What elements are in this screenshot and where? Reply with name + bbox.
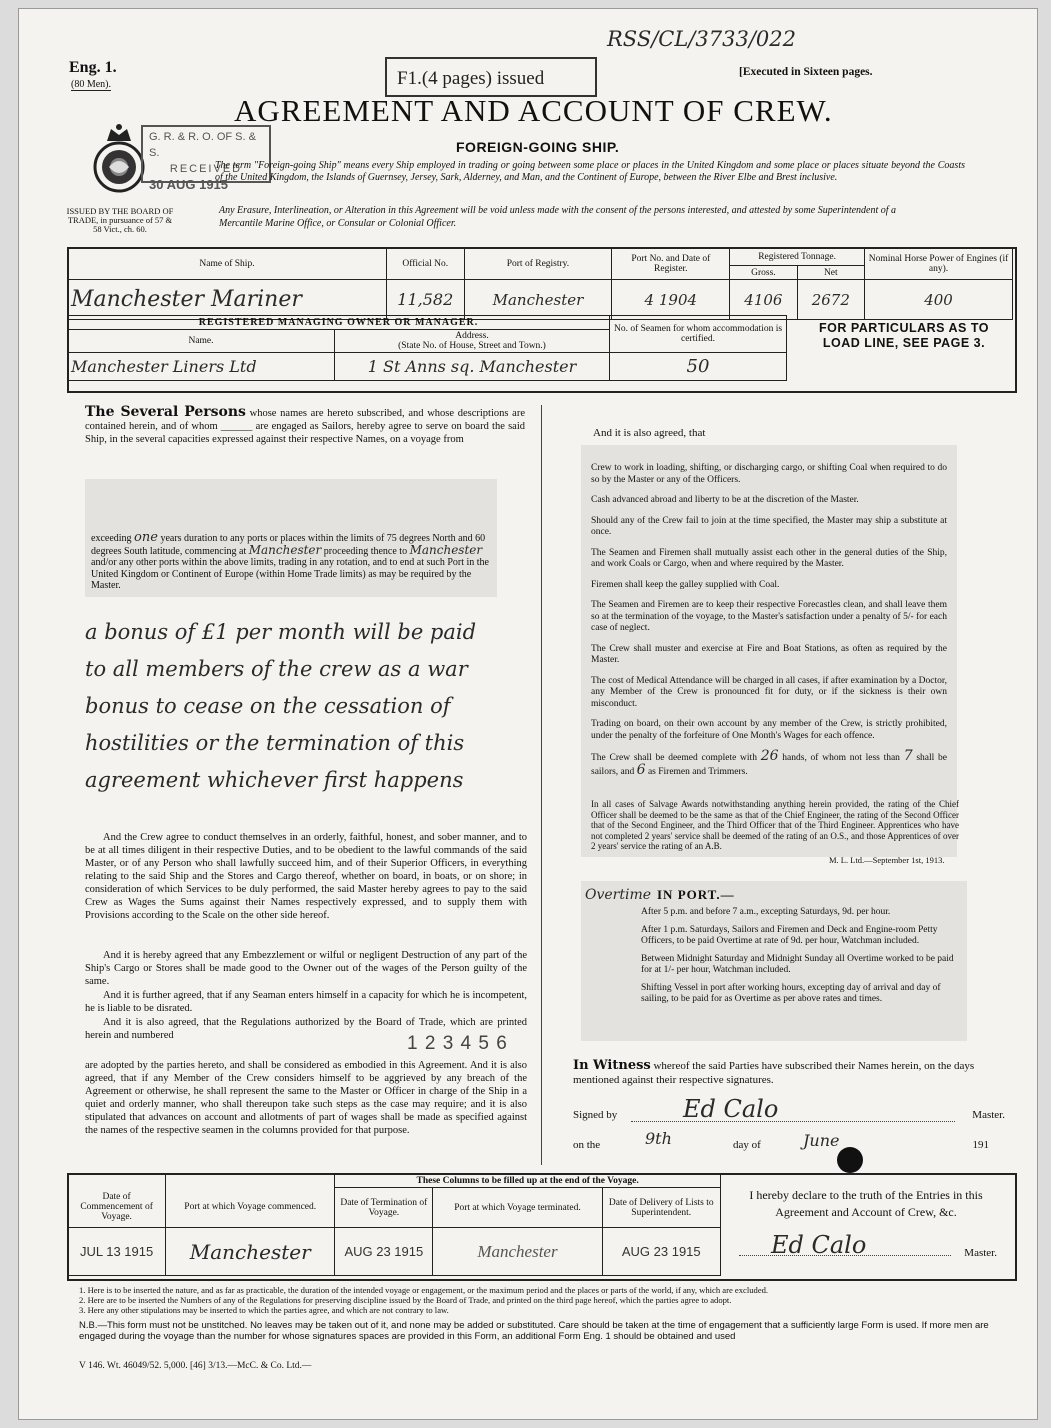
- commencing-value: Manchester: [248, 542, 322, 557]
- trading-text: and/or any other ports within the above limits, trading in any rotation, and to end at such Port in the United Kingdom or Continent of Europe (within Home Trade limits) as may be required by the Master.: [91, 557, 489, 591]
- master-signature: Ed Calo: [683, 1095, 779, 1123]
- document-title: AGREEMENT AND ACCOUNT OF CREW.: [234, 93, 833, 128]
- port-commenced-value: Manchester: [166, 1228, 335, 1276]
- seamen-value: 50: [610, 353, 787, 381]
- blank-cell: [68, 1174, 166, 1188]
- executed-note: [Executed in Sixteen pages.: [739, 66, 873, 78]
- clause: The cost of Medical Attendance will be charged in all cases, if after examination by a Doctor, any Member of the Crew is pronounced fit for duty, or if the sickness is their own misconduct.: [591, 675, 947, 709]
- port-no-label: Port No. and Date of Register.: [612, 248, 730, 280]
- clause: The Seamen and Firemen are to keep their respective Forecastles clean, and shall leave them so at the termination of the voyage, to the Master's satisfaction under a penalty of 5/- for each case of neglect.: [591, 600, 947, 633]
- delivery-date-value: AUG 23 1915: [602, 1228, 721, 1276]
- clause: Firemen shall keep the galley supplied with Coal.: [591, 579, 780, 590]
- load-line-note: FOR PARTICULARS AS TO LOAD LINE, SEE PAGE 3.: [819, 321, 989, 350]
- port-clause: Between Midnight Saturday and Midnight Sunday all Overtime worked to be paid for at 1/- per hour, Watchman included.: [641, 953, 954, 975]
- reference-number: RSS/CL/3733/022: [607, 27, 796, 51]
- crew-agree-paragraph: And the Crew agree to conduct themselves in an orderly, faithful, honest, and sober manner, and to be at all times diligent in their respective Duties, and to be obedient to the lawful commands of the said Master, or of any Person who shall lawfully succeed him, and of their Superior Officers, in everything relating to the said Ship and the Stores and Cargo thereof, whether on board, in boats, or on shore; in consideration of which Services to be duly performed, the said Master hereby agrees to pay to the said Crew as Wages the Sums against their Names respectively expressed, and to supply them with Provisions according to the Scale on the other side hereof.: [85, 832, 527, 921]
- port-clause: After 1 p.m. Saturdays, Sailors and Firemen and Deck and Engine-room Petty Officers, to be paid Overtime at rate of 9d. per hour, Watchman included.: [641, 924, 938, 946]
- owner-table: [67, 315, 787, 381]
- date-commencement-value: JUL 13 1915: [68, 1228, 166, 1276]
- ship-table: [67, 247, 1013, 320]
- date-termination-label: Date of Termination of Voyage.: [335, 1188, 433, 1228]
- received-stamp-line1: G. R. & R. O. OF S. & S.: [149, 131, 256, 159]
- regulation-numbers-stamp: 1 2 3 4 5 6: [407, 1033, 508, 1054]
- official-no-value: 11,582: [387, 280, 464, 320]
- footnote: 3. Here any other stipulations may be inserted to which the parties agree, and which are not contrary to law.: [79, 1305, 449, 1315]
- regulations-paragraph: And it is also agreed, that the Regulations authorized by the Board of Trade, which are printed herein and numbered: [85, 1017, 527, 1041]
- year-label: 191: [972, 1139, 989, 1151]
- agreement-page: [18, 8, 1038, 1420]
- clause: The Crew shall muster and exercise at Fire and Boat Stations, as often as required by the Master.: [591, 643, 947, 665]
- also-agreed: And it is also agreed, that: [593, 427, 706, 439]
- month-value: June: [803, 1131, 840, 1150]
- clause: The Seamen and Firemen shall mutually assist each other in the general duties of the Ship, and work Coals or Cargo, when and where required by the Master.: [591, 547, 947, 569]
- hand-line: to all members of the crew as a war: [85, 657, 468, 681]
- voyage-slip: [85, 479, 497, 597]
- horse-power-value: 400: [865, 280, 1013, 320]
- signed-by-label: Signed by: [573, 1109, 618, 1121]
- address-value: 1 St Anns sq. Manchester: [335, 353, 610, 381]
- date-commencement-label: Date of Commencement of Voyage.: [68, 1188, 166, 1228]
- clause: Should any of the Crew fail to join at the time specified, the Master may ship a substitute at once.: [591, 515, 947, 537]
- port-clause: Shifting Vessel in port after working hours, excepting day of arrival and day of sailing, to be paid for as Overtime as per above rates and times.: [641, 982, 941, 1004]
- footnote: 1. Here is to be inserted the nature, and as far as practicable, the duration of the intended voyage or engagement, or the maximum period and the places or parts of the world, if any, which are excluded.: [79, 1285, 769, 1295]
- complete-text-d: as Firemen and Trimmers.: [647, 766, 748, 777]
- port-commenced-label: Port at which Voyage commenced.: [166, 1188, 335, 1228]
- issued-by: ISSUED BY THE BOARD OF TRADE, in pursuance of 57 & 58 Vict., ch. 60.: [66, 206, 174, 234]
- tonnage-label: Registered Tonnage.: [730, 248, 865, 266]
- ml-note: M. L. Ltd.—September 1st, 1913.: [829, 855, 945, 865]
- footnote: 2. Here are to be inserted the Numbers of any of the Regulations for preserving discipline issued by the Board of Trade, and printed on the third page hereof, which the parties agree to adopt.: [79, 1295, 732, 1305]
- net-label: Net: [797, 266, 864, 280]
- printed-clauses-slip: [581, 445, 957, 857]
- official-no-label: Official No.: [387, 248, 464, 280]
- owner-name-label: Name.: [68, 330, 335, 353]
- intro-text: whose names are hereto subscribed, and whose descriptions are contained herein, and of whom ______ are engaged as Sailors, hereby agree to serve on board the said Ship, in the several capacities expressed against their respective Names, on a voyage from: [85, 408, 525, 445]
- declaration-signature-line: [731, 1231, 1001, 1265]
- signature-rule: [631, 1121, 955, 1122]
- intro-lead: The Several Persons: [85, 404, 246, 420]
- form-sub: (80 Men).: [71, 79, 111, 90]
- ship-name-value: Manchester Mariner: [68, 280, 387, 320]
- blank-cell: [166, 1174, 335, 1188]
- in-port-clauses: [641, 907, 961, 1006]
- on-the-label: on the: [573, 1139, 601, 1151]
- net-value: 2672: [797, 280, 864, 320]
- embezzlement-paragraph: And it is hereby agreed that any Embezzlement or wilful or negligent Destruction of any part of the Ship's Cargo or Stores shall be made good to the Owner out of the wages of the Person guilty of the same.: [85, 950, 527, 987]
- disrated-paragraph: And it is further agreed, that if any Seaman enters himself in a capacity for which he is incompetent, he is liable to be disrated.: [85, 990, 527, 1014]
- declaration-text: I hereby declare to the truth of the Entries in this Agreement and Account of Crew, &c.: [749, 1188, 983, 1219]
- received-stamp-line2: RECEIVED: [169, 163, 243, 175]
- date-termination-value: AUG 23 1915: [335, 1228, 433, 1276]
- adopted-paragraph: are adopted by the parties hereto, and shall be considered as embodied in this Agreement. And it is also agreed, that if any Member of the Crew considers himself to be aggrieved by any breach of the Agreement or otherwise, he shall represent the same to the Master or Officer in charge of the Ship in a quiet and orderly manner, who shall thereupon take such steps as the case may require; and it is also stipulated that advances on account and allotments of part of wages shall be made as specified against the names of the respective seamen in the columns provided for that purpose.: [85, 1060, 527, 1136]
- gross-label: Gross.: [730, 266, 797, 280]
- address-label-cell: [335, 330, 610, 353]
- witness-paragraph: [573, 1059, 1009, 1087]
- declaration-master-label: Master.: [964, 1247, 997, 1259]
- columns-header: These Columns to be filled up at the end of the Voyage.: [335, 1174, 721, 1188]
- firemen-value: 6: [636, 761, 646, 778]
- in-port-heading: IN PORT.—: [657, 887, 735, 902]
- horse-power-label: Nominal Horse Power of Engines (if any).: [865, 248, 1013, 280]
- clause: Cash advanced abroad and liberty to be at the discretion of the Master.: [591, 495, 859, 505]
- declaration-rule: [739, 1255, 951, 1256]
- address-label: Address.: [455, 331, 489, 341]
- port-registry-label: Port of Registry.: [464, 248, 612, 280]
- war-bonus-handwriting: [85, 614, 535, 799]
- salvage-clause: In all cases of Salvage Awards notwithstanding anything herein provided, the rating of the Chief Officer shall be deemed to be the same as that of the Chief Engineer, the rating of the Second Officer that of the Second Engineer, and the Third Officer that of the Third Engineer. Apprentices who have not completed 2 years' service shall be deemed of the rating of an O.S., and those Apprentices of over 2 years' service the rating of an A.B.: [591, 799, 959, 851]
- hand-line: a bonus of £1 per month will be paid: [85, 620, 477, 644]
- crew-complete-clause: [591, 748, 948, 778]
- ship-name-label: Name of Ship.: [68, 248, 387, 280]
- master-label: Master.: [972, 1109, 1005, 1121]
- in-port-slip: [581, 881, 967, 1041]
- port-no-value: 4 1904: [612, 280, 730, 320]
- delivery-date-label: Date of Delivery of Lists to Superintendent.: [602, 1188, 721, 1228]
- declaration-signature: Ed Calo: [771, 1231, 867, 1259]
- voyage-end-table: [67, 1173, 721, 1276]
- proceeding-label: proceeding thence to: [323, 545, 408, 557]
- owner-name-value: Manchester Liners Ltd: [68, 353, 335, 381]
- nb-note: N.B.—This form must not be unstitched. No leaves may be taken out of it, and none may be added or substituted. Care should be taken at the time of engagement that a sufficiently large Form is used. If more men are engaged during the voyage than the number for whose signatures spaces are provided in this Form, an additional Form Eng. 1 should be obtained and used: [79, 1320, 989, 1342]
- exceeding-label: exceeding: [91, 533, 132, 544]
- voyage-limits: [91, 532, 491, 592]
- signed-line: [573, 1095, 1005, 1123]
- port-terminated-value: Manchester: [433, 1228, 602, 1276]
- foreign-going-definition: The term "Foreign-going Ship" means every Ship employed in trading or going between some place or places in the United Kingdom and some place or places situate beyond the Coasts of the United Kingdom, the Islands of Guernsey, Jersey, Sark, Alderney, and Man, and the Continent of Europe, between the River Elbe and Brest inclusive.: [215, 160, 965, 183]
- exceeding-value: one: [134, 530, 158, 545]
- sailors-value: 7: [903, 748, 913, 764]
- received-stamp-date: 30 AUG 1915: [149, 177, 229, 192]
- form-id: Eng. 1.: [69, 59, 117, 76]
- column-divider: [541, 405, 542, 1165]
- document-subtitle: FOREIGN-GOING SHIP.: [456, 139, 620, 155]
- port-terminated-label: Port at which Voyage terminated.: [433, 1188, 602, 1228]
- date-line: [573, 1129, 1005, 1151]
- day-of-label: day of: [733, 1139, 761, 1151]
- owner-header: REGISTERED MANAGING OWNER OR MANAGER.: [68, 316, 610, 330]
- complete-text-a: The Crew shall be deemed complete with: [591, 753, 757, 763]
- clause: Trading on board, on their own account by any member of the Crew, is strictly prohibited, under the penalty of the forfeiture of One Month's Wages for each offence.: [591, 719, 947, 741]
- port-registry-value: Manchester: [464, 280, 612, 320]
- address-sublabel: (State No. of House, Street and Town.): [398, 341, 546, 351]
- clause: Crew to work in loading, shifting, or discharging cargo, or shifting Coal when required to do so by the Master or any of the Officers.: [591, 463, 947, 485]
- seamen-label: No. of Seamen for whom accommodation is certified.: [610, 316, 787, 353]
- pages-issued-stamp: F1.(4 pages) issued: [385, 57, 597, 97]
- intro-paragraph: [85, 406, 525, 446]
- footnotes: [79, 1285, 1019, 1315]
- witness-lead: In Witness: [573, 1058, 651, 1073]
- exceeding-text: years duration to any ports or places within the limits of 75 degrees North and 60 degrees South latitude, commencing at: [91, 533, 486, 557]
- day-value: 9th: [645, 1129, 672, 1148]
- overtime-hand: Overtime: [585, 887, 652, 903]
- port-clause: After 5 p.m. and before 7 a.m., excepting Saturdays, 9d. per hour.: [641, 907, 891, 917]
- witness-text: whereof the said Parties have subscribed their Names herein, on the days mentioned against their respective signatures.: [573, 1060, 975, 1086]
- complete-text-b: hands, of whom not less than: [782, 753, 900, 763]
- gross-value: 4106: [730, 280, 797, 320]
- complete-text-c: shall be sailors, and: [591, 753, 948, 777]
- hand-line: hostilities or the termination of this: [85, 731, 465, 755]
- hand-line: agreement whichever first happens: [85, 768, 464, 792]
- hand-line: bonus to cease on the cessation of: [85, 694, 451, 718]
- complete-value: 26: [760, 748, 779, 764]
- printer-line: V 146. Wt. 46049/52. 5,000. [46] 3/13.—McC. & Co. Ltd.—: [79, 1361, 312, 1371]
- wax-seal-icon: [837, 1147, 863, 1173]
- erasure-note: Any Erasure, Interlineation, or Alteration in this Agreement will be void unless made with the consent of the persons interested, and attested by some Superintendent of a Mercantile Marine Office, or Consular or Colonial Officer.: [219, 205, 897, 229]
- proceeding-value: Manchester: [409, 542, 483, 557]
